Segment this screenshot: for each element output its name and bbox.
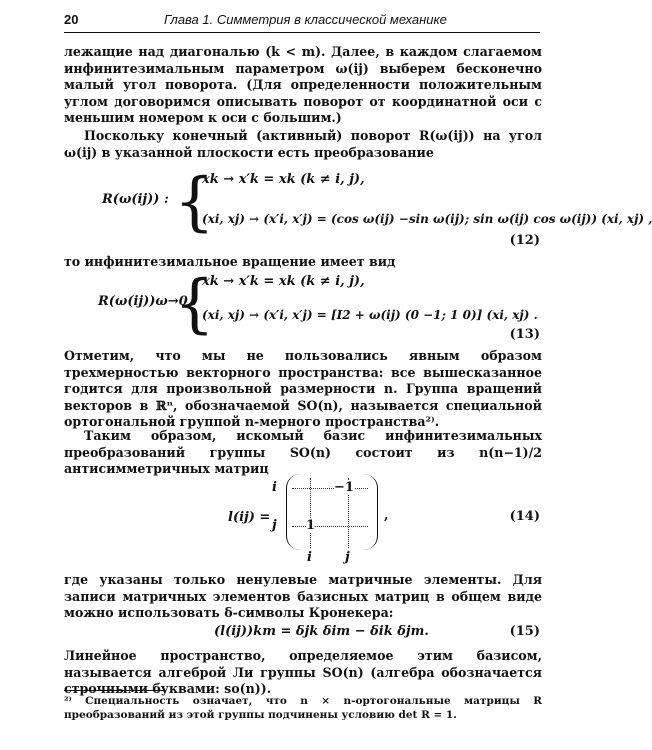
eq12-brace: { bbox=[174, 165, 215, 239]
equation-15 bbox=[64, 624, 542, 644]
footnote: ²⁾ Специальность означает, что n × n-ортогональные матрицы R преобразований из этой группы подчинены условию det R = 1. bbox=[64, 695, 542, 721]
eq14-lhs: l(ij) = bbox=[228, 510, 271, 525]
paragraph-7: Линейное пространство, определяемое этим базисом, называется алгеброй Ли группы SO(n) (алгебра обозначается строчными буквами: so(n)). bbox=[64, 648, 542, 697]
equation-12 bbox=[64, 165, 652, 260]
eq14-col-i: i bbox=[307, 550, 312, 565]
eq13-line2: (xi, xj) → (x′i, x′j) = [I2 + ω(ij) (0 −1; 1 0)] (xi, xj) . bbox=[202, 308, 538, 322]
eq14-entry-plus: 1 bbox=[306, 518, 316, 533]
eq14-col-j: j bbox=[345, 550, 350, 565]
eq13-brace: { bbox=[174, 267, 215, 341]
eq14-dots-col-i bbox=[310, 478, 311, 548]
running-header bbox=[64, 12, 540, 33]
paragraph-2: Поскольку конечный (активный) поворот R(ω(ij)) на угол ω(ij) в указанной плоскости есть преобразование bbox=[64, 128, 542, 160]
paragraph-4: Отметим, что мы не пользовались явным образом трехмерностью векторного пространства: все вышесказанное годится для произвольной размерности n. Группа вращений векторов в ℝⁿ, обозначаемой SO(n), называется специальной ортогональной группой n-мерного пространства²⁾. bbox=[64, 348, 542, 430]
eq14-dots-row-j bbox=[292, 526, 368, 527]
eq12-number: (12) bbox=[509, 233, 540, 248]
eq13-line1: xk → x′k = xk (k ≠ i, j), bbox=[202, 274, 365, 289]
footnote-rule bbox=[64, 690, 164, 691]
eq13-number: (13) bbox=[509, 327, 540, 342]
eq14-comma: , bbox=[384, 508, 389, 523]
paragraph-6: где указаны только ненулевые матричные элементы. Для записи матричных элементов базисных матриц в общем виде можно использовать δ-символы Кронекера: bbox=[64, 572, 542, 621]
eq14-number: (14) bbox=[509, 509, 540, 524]
running-title: Глава 1. Симметрия в классической механике bbox=[164, 12, 447, 27]
paragraph-1: лежащие над диагональю (k < m). Далее, в каждом слагаемом инфинитезимальным параметром ω(ij) выберем бесконечно малый угол поворота. (Для определенности положительным углом договоримся описывать поворот от координатной оси с меньшим номером к оси с большим.) bbox=[64, 44, 542, 126]
eq14-entry-minus: −1 bbox=[334, 480, 354, 495]
equation-13 bbox=[64, 267, 542, 341]
eq12-line2: (xi, xj) → (x′i, x′j) = (cos ω(ij) −sin ω(ij); sin ω(ij) cos ω(ij)) (xi, xj) , bbox=[202, 212, 652, 226]
equation-14 bbox=[64, 470, 542, 570]
eq14-matrix bbox=[286, 474, 378, 550]
eq12-lhs: R(ω(ij)) : bbox=[102, 192, 169, 207]
eq15-number: (15) bbox=[509, 624, 540, 639]
paragraph-5: Таким образом, искомый базис инфинитезимальных преобразований группы SO(n) состоит из n(n−1)/2 антисимметричных матриц bbox=[64, 428, 542, 477]
eq14-row-j: j bbox=[272, 518, 277, 533]
page-number: 20 bbox=[64, 12, 79, 27]
eq14-dots-row-i bbox=[292, 488, 368, 489]
paragraph-3: то инфинитезимальное вращение имеет вид bbox=[64, 254, 396, 269]
eq12-line1: xk → x′k = xk (k ≠ i, j), bbox=[202, 172, 365, 187]
eq14-row-i: i bbox=[272, 480, 277, 495]
eq13-lhs: R(ω(ij))ω→0 : bbox=[98, 294, 198, 309]
eq15-formula: (l(ij))km = δjk δim − δik δjm. bbox=[214, 624, 429, 639]
